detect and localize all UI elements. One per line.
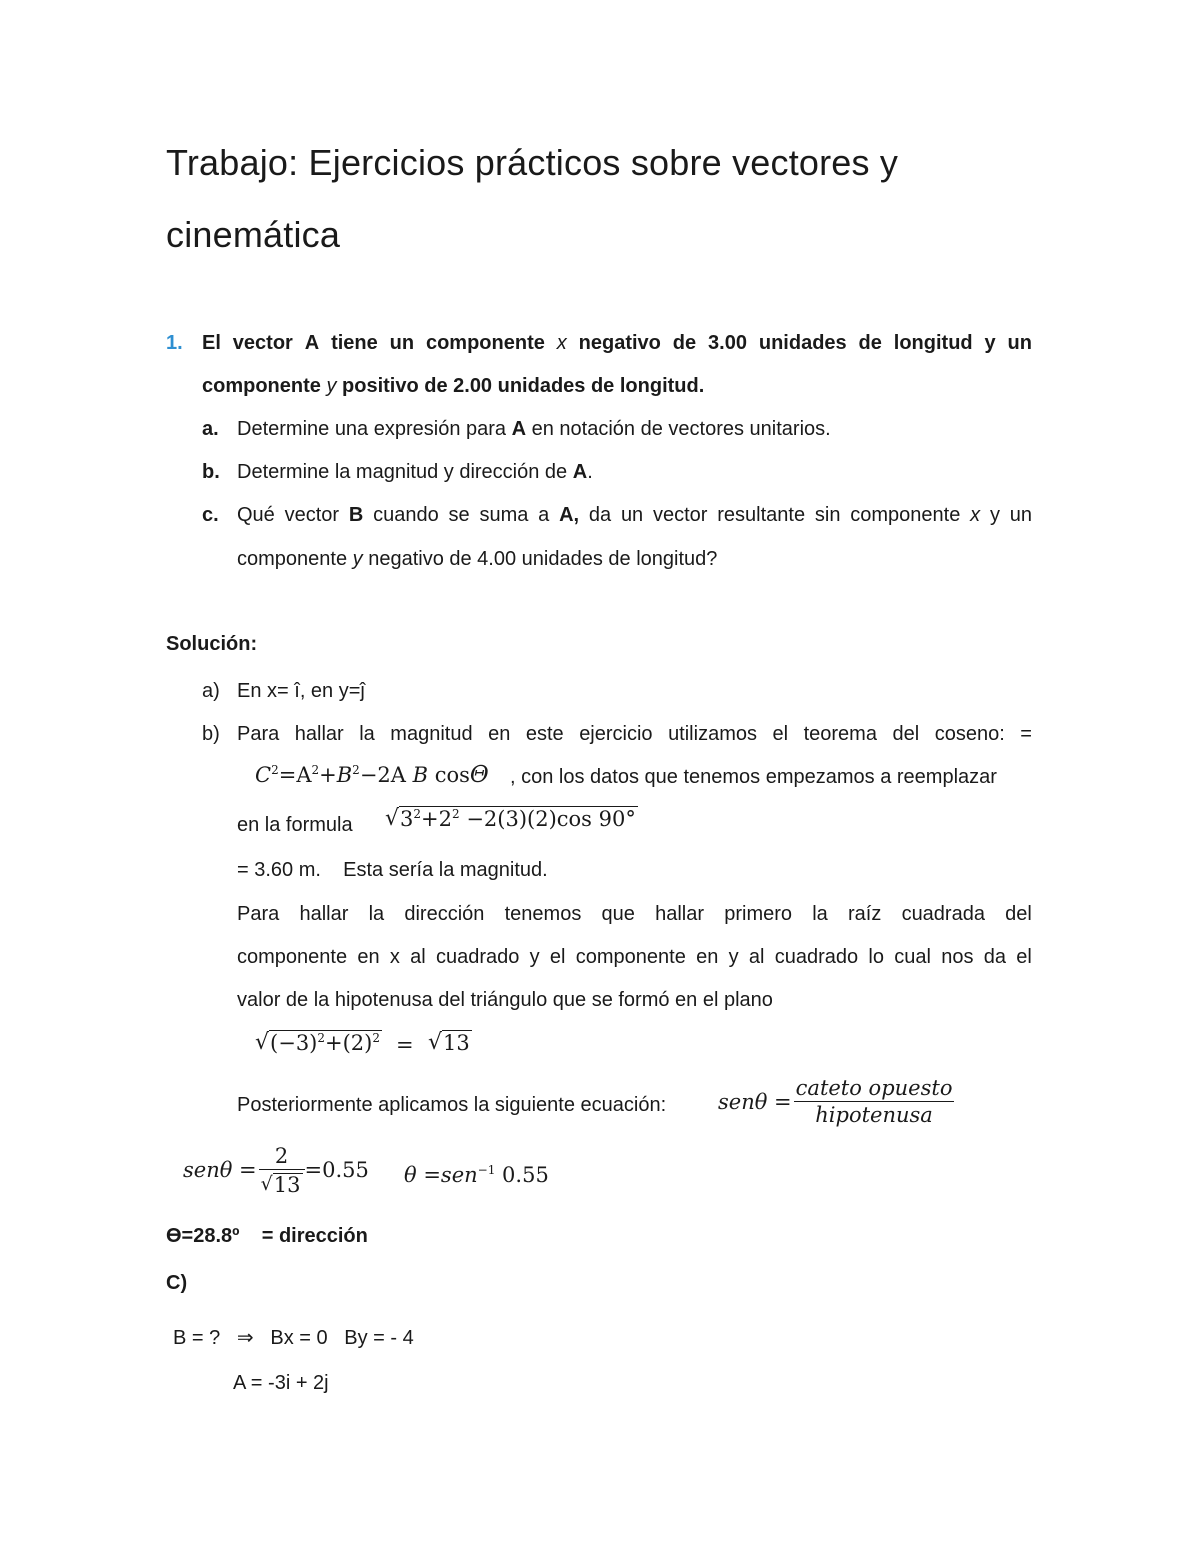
item-a-text [237, 417, 831, 441]
text: Determine una expresión para [237, 418, 512, 440]
posterior-text: Posteriormente aplicamos la siguiente ecuación: [237, 1094, 667, 1116]
word: lo [868, 946, 884, 968]
word: resultante [717, 504, 806, 526]
word: y [728, 946, 739, 968]
item-a-letter: a. [202, 418, 219, 440]
word: ejercicio [579, 723, 653, 745]
solution-heading: Solución: [166, 633, 258, 655]
word: un [1007, 332, 1032, 354]
word: del [892, 723, 920, 745]
text: componente [237, 548, 353, 570]
word: de [672, 332, 697, 354]
vector-a-symbol: A, [559, 504, 580, 526]
direction-para-line3: valor de la hipotenusa del triángulo que se formó en el plano [237, 989, 773, 1011]
word: magnitud [390, 723, 473, 745]
word: el [1016, 946, 1032, 968]
document-title-line1: Trabajo: Ejercicios prácticos sobre vectores y [166, 142, 899, 183]
word: el [772, 723, 789, 745]
word: nos [941, 946, 974, 968]
word: se [448, 504, 470, 526]
word: hallar [299, 903, 349, 925]
item-c-line2 [237, 547, 717, 571]
word: da [588, 504, 612, 526]
item-c-line1 [237, 503, 1032, 527]
word: y [529, 946, 540, 968]
formula-label: en la formula [237, 814, 353, 836]
solution-c-line1: B = ? ⇒ Bx = 0 By = - 4 [173, 1327, 414, 1349]
text: negativo de 4.00 unidades de longitud? [362, 548, 718, 570]
direction-result [166, 1224, 368, 1248]
sine-calc-lhs: senθ = [183, 1158, 257, 1182]
word: un [389, 332, 415, 354]
law-of-cosines-formula: $C^2=A^2+B^2-2A$ B cosΘ [255, 762, 489, 788]
word: vector [232, 332, 293, 354]
text: positivo de 2.00 unidades de longitud. [336, 375, 705, 397]
sine-calc-result: =0.55 [304, 1158, 369, 1182]
formula-continuation-text: , con los datos que tenemos empezamos a reemplazar [510, 766, 997, 788]
text: componente [202, 375, 327, 397]
sine-calculation: senθ = 2 √ 13 =0.55 [183, 1144, 369, 1197]
word: este [525, 723, 564, 745]
sine-definition-formula [718, 1076, 954, 1127]
word: hallar [655, 903, 705, 925]
word: tenemos [504, 903, 582, 925]
hypotenuse-formula: √ $(-3)^2+(2)^2$ [255, 1030, 380, 1055]
word: la [812, 903, 828, 925]
problem-line2 [202, 374, 704, 398]
word: de [858, 332, 882, 354]
word: y [984, 332, 996, 354]
item-c-letter: c. [202, 504, 219, 526]
word: negativo [578, 332, 661, 354]
solution-c-line2: A = -3i + 2j [233, 1372, 329, 1394]
fraction-numerator: 2 [259, 1144, 305, 1170]
fraction-numerator: cateto opuesto [795, 1076, 953, 1100]
word: cuadrada [901, 903, 985, 925]
word: 3.00 [708, 332, 747, 354]
word: un [1009, 504, 1032, 526]
word: El [202, 332, 221, 354]
word: del [1005, 903, 1032, 925]
fraction-denominator: 13 [273, 1173, 301, 1197]
direction-para-line1 [237, 902, 1032, 926]
word: x [389, 946, 400, 968]
word: en [357, 946, 380, 968]
variable-y: y [352, 548, 363, 570]
word: componente [237, 946, 348, 968]
word: en [488, 723, 511, 745]
word: Para [237, 723, 280, 745]
sqrt-13-value: 13 [443, 1031, 470, 1055]
solution-b-letter: b) [202, 723, 220, 745]
word: = [1020, 723, 1032, 745]
word: en [696, 946, 719, 968]
word: y [989, 504, 1000, 526]
vector-a-symbol: A [511, 418, 527, 440]
magnitude-result: = 3.60 m. Esta sería la magnitud. [237, 859, 548, 881]
word: suma [479, 504, 529, 526]
vector-b-symbol: B [348, 504, 364, 526]
inverse-exponent: −1 [477, 1163, 496, 1177]
direction-para-line2 [237, 945, 1032, 969]
word: dirección [404, 903, 485, 925]
direction-label: = dirección [261, 1225, 368, 1247]
word: cual [894, 946, 931, 968]
direction-value: ϴ=28.8º [166, 1225, 240, 1247]
word: componente [425, 332, 545, 354]
document-title-line2: cinemática [166, 214, 341, 255]
sqrt-13: √ 13 [428, 1030, 470, 1055]
sine-lhs: senθ = [718, 1089, 792, 1114]
solution-b-line1 [237, 722, 1032, 746]
word: vector [652, 504, 708, 526]
theta-lhs: θ =sen [404, 1163, 478, 1187]
word: cuadrado [435, 946, 520, 968]
problem-line1 [202, 331, 1032, 355]
variable-x: x [970, 504, 981, 526]
word: componente [575, 946, 686, 968]
word: da [983, 946, 1006, 968]
word: primero [724, 903, 793, 925]
word: componente [850, 504, 961, 526]
solution-a-letter: a) [202, 680, 220, 702]
fraction-denominator: hipotenusa [815, 1103, 933, 1127]
item-b-letter: b. [202, 461, 220, 483]
text: en notación de vectores unitarios. [526, 418, 831, 440]
word: unidades [758, 332, 847, 354]
word: al [410, 946, 426, 968]
word: la [359, 723, 375, 745]
word: cuando [373, 504, 439, 526]
word: un [620, 504, 644, 526]
word: teorema [803, 723, 877, 745]
word: al [748, 946, 765, 968]
problem-number: 1. [166, 332, 183, 354]
word: cuadrado [774, 946, 859, 968]
word: tiene [331, 332, 378, 354]
text: . [587, 461, 593, 483]
theta-arcsine-formula [404, 1163, 549, 1187]
variable-y: y [326, 375, 337, 397]
word: Para [237, 903, 280, 925]
solution-c-label: C) [166, 1272, 188, 1294]
solution-a-text: En x= î, en y=ĵ [237, 680, 365, 702]
word: utilizamos [668, 723, 757, 745]
word: el [549, 946, 566, 968]
word: que [601, 903, 635, 925]
theta-rhs: 0.55 [502, 1163, 549, 1187]
word: vector [284, 504, 340, 526]
equals-sign: = [396, 1033, 414, 1057]
word: Qué [237, 504, 275, 526]
word: la [368, 903, 385, 925]
item-b-text [237, 460, 593, 484]
vector-a-symbol: A [572, 461, 588, 483]
magnitude-substitution-formula: √ $3^2+2^2 -2(3)(2)\cos$ 90° [385, 806, 636, 831]
vector-a-symbol: A [304, 332, 320, 354]
word: coseno: [934, 723, 1005, 745]
variable-x: x [556, 332, 567, 354]
word: hallar [294, 723, 344, 745]
word: sin [814, 504, 841, 526]
word: raíz [848, 903, 882, 925]
text: Determine la magnitud y dirección de [237, 461, 573, 483]
word: longitud [893, 332, 973, 354]
word: a [538, 504, 550, 526]
